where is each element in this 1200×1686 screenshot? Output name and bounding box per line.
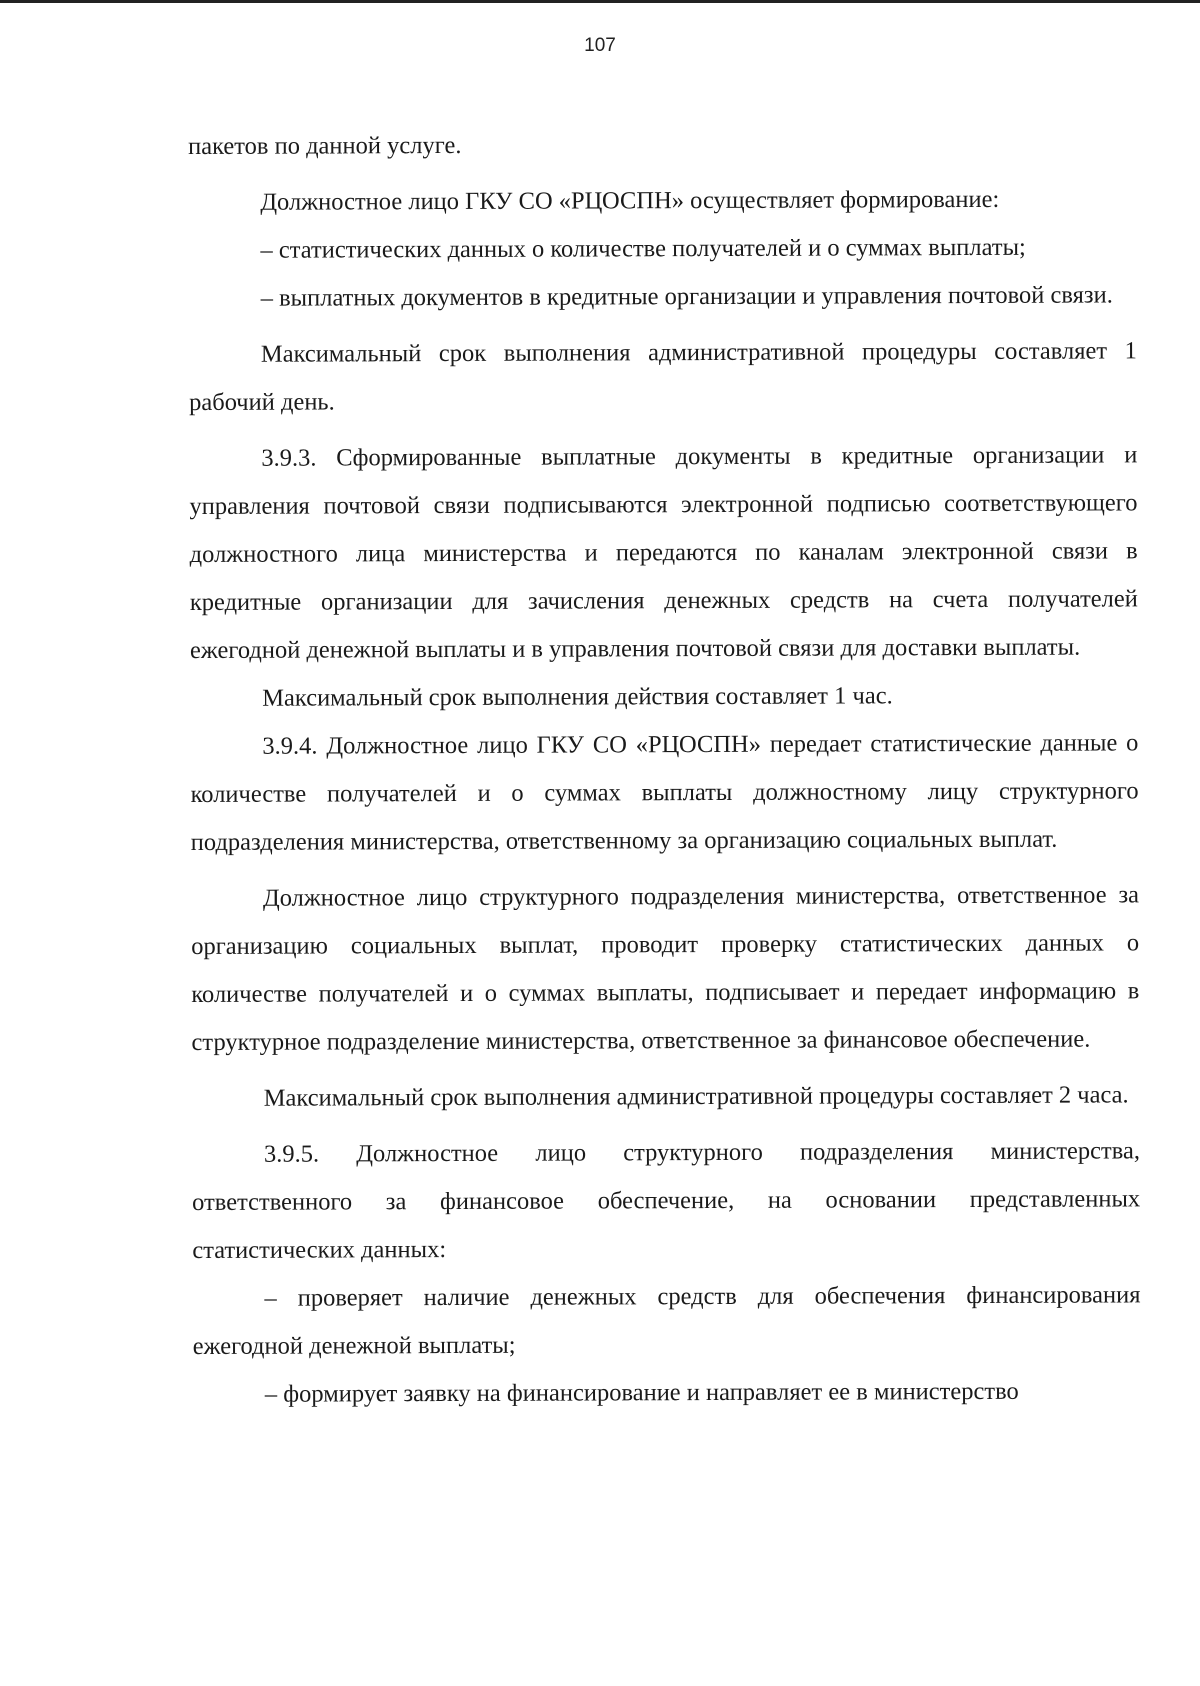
paragraph-7: Максимальный срок выполнения действия составляет 1 час. — [262, 682, 893, 712]
paragraph-10: Максимальный срок выполнения административной процедуры составляет 2 часа. — [263, 1081, 1129, 1112]
scan-top-border — [0, 0, 1200, 3]
document-body — [188, 119, 1141, 1419]
paragraph-2: Должностное лицо ГКУ СО «РЦОСПН» осуществляет формирование: — [260, 185, 1000, 216]
paragraph-9: Должностное лицо структурного подразделения министерства, ответственное за организацию социальных выплат, проводит проверку статистических данных о количестве получателей и о суммах выплаты, подписывает и передает информацию в структурное подразделение министерства, ответственное за финансовое обеспечение. — [191, 881, 1140, 1056]
paragraph-8: 3.9.4. Должностное лицо ГКУ СО «РЦОСПН» передает статистические данные о количестве получателей и о суммах выплаты должностному лицу структурного подразделения министерства, ответственному за организацию социальных выплат. — [190, 729, 1139, 856]
paragraph-3: – статистических данных о количестве получателей и о суммах выплаты; — [260, 233, 1026, 264]
paragraph-6: 3.9.3. Сформированные выплатные документы в кредитные организации и управления почтовой связи подписываются электронной подписью соответствующего должностного лица министерства и передаются по каналам электронной связи в кредитные организации для зачисления денежных средств на счета получателей ежегодной денежной выплаты и в управления почтовой связи для доставки выплаты. — [189, 441, 1138, 664]
paragraph-12: – проверяет наличие денежных средств для обеспечения финансирования ежегодной денежной выплаты; — [192, 1281, 1141, 1360]
paragraph-13: – формирует заявку на финансирование и направляет ее в министерство — [264, 1377, 1019, 1408]
paragraph-5: Максимальный срок выполнения административной процедуры составляет 1 рабочий день. — [189, 337, 1137, 416]
paragraph-11: 3.9.5. Должностное лицо структурного подразделения министерства, ответственного за финансовое обеспечение, на основании представленных статистических данных: — [192, 1137, 1141, 1264]
paragraph-1: пакетов по данной услуге. — [188, 131, 462, 160]
page-number: 107 — [584, 35, 616, 56]
paragraph-4: – выплатных документов в кредитные организации и управления почтовой связи. — [260, 281, 1113, 312]
